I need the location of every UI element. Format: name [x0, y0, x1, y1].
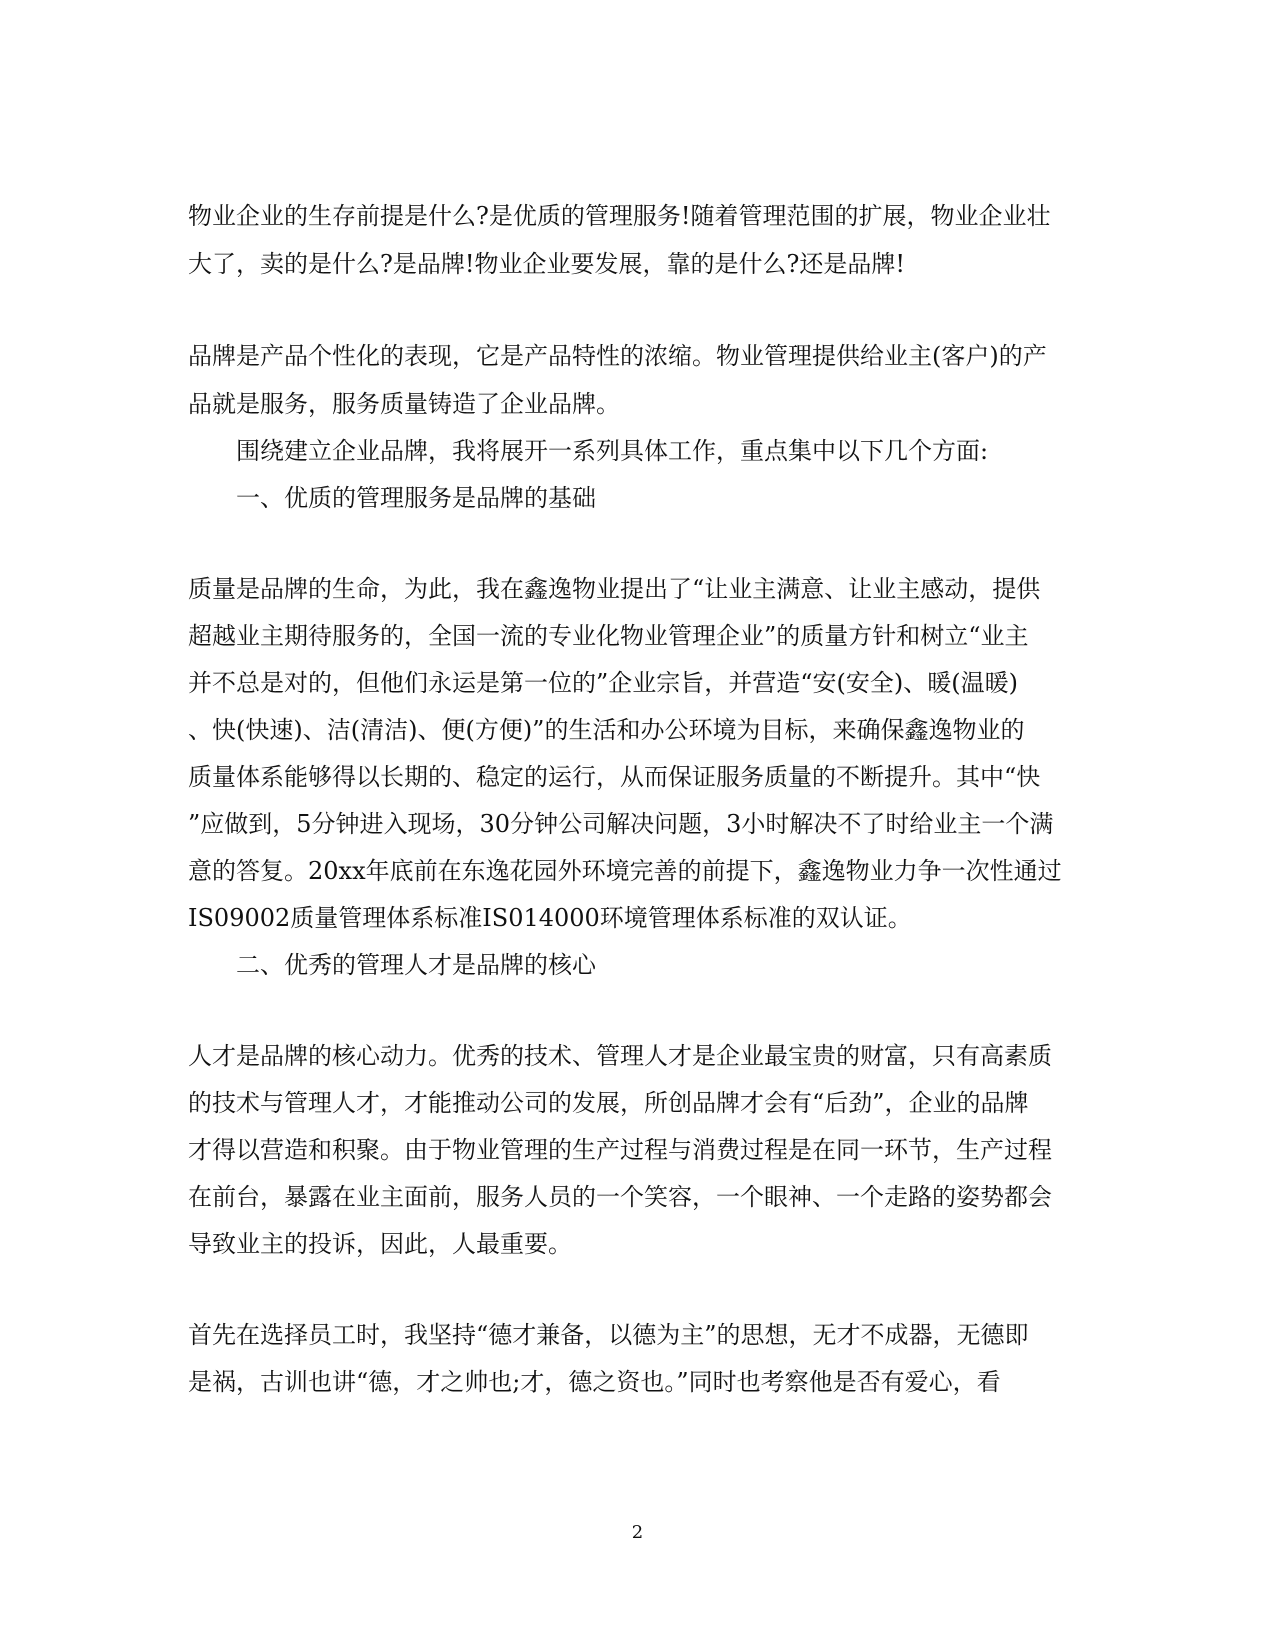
section-heading: 二、优秀的管理人才是品牌的核心 [236, 951, 596, 979]
text-line: 质量体系能够得以长期的、稳定的运行，从而保证服务质量的不断提升。其中“快 [188, 763, 1041, 791]
text-line: 才得以营造和积聚。由于物业管理的生产过程与消费过程是在同一环节，生产过程 [188, 1136, 1052, 1164]
text-line: 人才是品牌的核心动力。优秀的技术、管理人才是企业最宝贵的财富，只有高素质 [188, 1042, 1052, 1070]
text-line: 大了，卖的是什么?是品牌!物业企业要发展，靠的是什么?还是品牌! [188, 250, 906, 278]
text-line: IS09002质量管理体系标准IS014000环境管理体系标准的双认证。 [188, 904, 912, 932]
text-line: 的技术与管理人才，才能推动公司的发展，所创品牌才会有“后劲”，企业的品牌 [188, 1089, 1029, 1117]
text-line: 是祸，古训也讲“德，才之帅也;才，德之资也。”同时也考察他是否有爱心，看 [188, 1368, 1001, 1396]
text-line: 围绕建立企业品牌，我将展开一系列具体工作，重点集中以下几个方面: [236, 437, 989, 465]
text-line: 、快(快速)、洁(清洁)、便(方便)”的生活和办公环境为目标，来确保鑫逸物业的 [188, 716, 1025, 744]
text-line: 在前台，暴露在业主面前，服务人员的一个笑容，一个眼神、一个走路的姿势都会 [188, 1183, 1052, 1211]
page-number: 2 [631, 1522, 644, 1543]
text-line: 并不总是对的，但他们永运是第一位的”企业宗旨，并营造“安(安全)、暖(温暖) [188, 669, 1018, 697]
text-line: 品牌是产品个性化的表现，它是产品特性的浓缩。物业管理提供给业主(客户)的产 [188, 342, 1047, 370]
text-line: ”应做到，5分钟进入现场，30分钟公司解决问题，3小时解决不了时给业主一个满 [188, 810, 1054, 838]
section-heading: 一、优质的管理服务是品牌的基础 [236, 484, 596, 512]
text-line: 首先在选择员工时，我坚持“德才兼备，以德为主”的思想，无才不成器，无德即 [188, 1321, 1029, 1349]
text-line: 物业企业的生存前提是什么?是优质的管理服务!随着管理范围的扩展，物业企业壮 [188, 202, 1051, 230]
text-line: 品就是服务，服务质量铸造了企业品牌。 [188, 390, 620, 418]
text-line: 质量是品牌的生命，为此，我在鑫逸物业提出了“让业主满意、让业主感动，提供 [188, 575, 1041, 603]
text-line: 超越业主期待服务的，全国一流的专业化物业管理企业”的质量方针和树立“业主 [188, 622, 1029, 650]
text-line: 意的答复。20xx年底前在东逸花园外环境完善的前提下，鑫逸物业力争一次性通过 [188, 857, 1062, 885]
text-line: 导致业主的投诉，因此，人最重要。 [188, 1230, 572, 1258]
